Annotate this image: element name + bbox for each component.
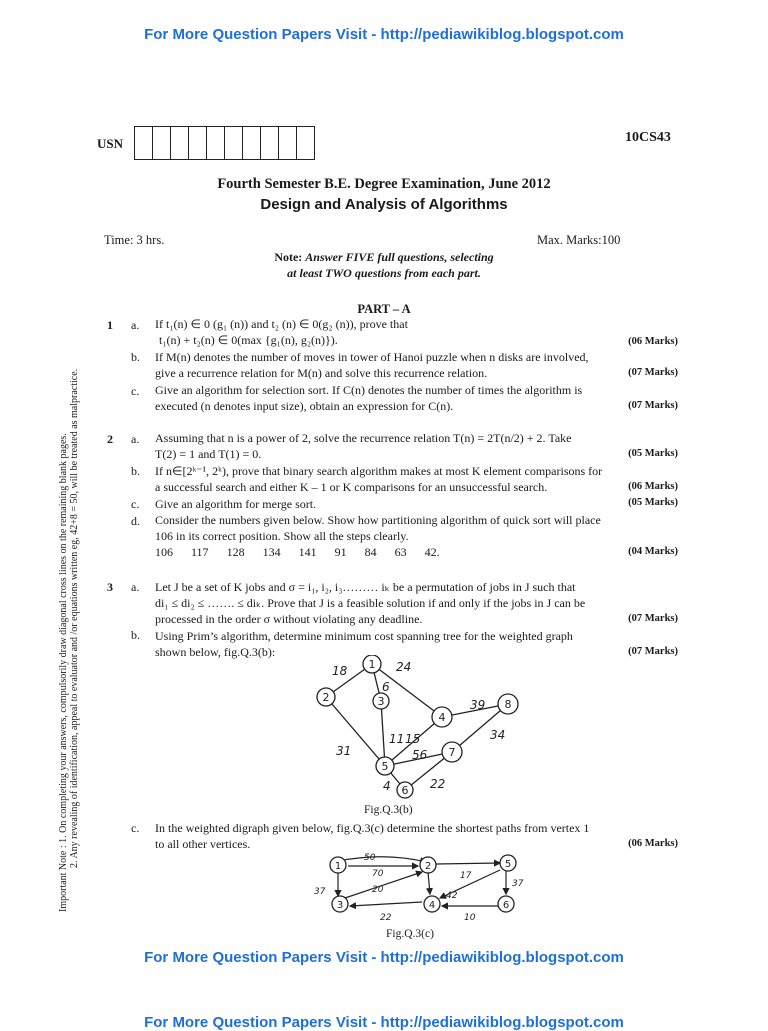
question-text: Consider the numbers given below. Show how partitioning algorithm of quick sort will place 106 in its correct position. Show all the steps clearly. <box>155 513 601 543</box>
question-text: If t₁(n) ∈ 0 (g₁ (n)) and t₂ (n) ∈ 0(g₂ (n)), prove that t₁(n) + t₂(n) ∈ 0(max {g₁(n), g₂(n)}). <box>155 317 408 347</box>
sub-label: a. <box>131 580 140 594</box>
question-text: If n∈[2ᵏ⁻¹, 2ᵏ), prove that binary search algorithm makes at most K element comparisons for a successful search and either K – 1 or K comparisons for an unsuccessful search. <box>155 464 603 494</box>
top-banner-link[interactable]: For More Question Papers Visit - http://pediawikiblog.blogspot.com <box>144 26 624 43</box>
svg-text:70: 70 <box>372 869 384 879</box>
svg-text:2: 2 <box>322 691 330 704</box>
usn-label: USN <box>97 136 124 151</box>
svg-text:2: 2 <box>424 861 432 872</box>
subject-title: Design and Analysis of Algorithms <box>260 196 508 213</box>
svg-text:42: 42 <box>446 891 458 901</box>
marks-label: (07 Marks) <box>628 613 678 624</box>
subject-code: 10CS43 <box>625 130 671 145</box>
exam-time: Time: 3 hrs. <box>104 233 165 247</box>
sub-label: a. <box>131 318 140 332</box>
svg-text:11: 11 <box>389 732 405 746</box>
svg-text:3: 3 <box>336 900 344 911</box>
svg-text:6: 6 <box>382 680 390 694</box>
svg-text:56: 56 <box>412 748 428 762</box>
svg-text:20: 20 <box>372 885 384 895</box>
marks-label: (06 Marks) <box>628 336 678 347</box>
figure-caption: Fig.Q.3(c) <box>386 928 434 940</box>
sub-label: d. <box>131 514 140 528</box>
svg-text:6: 6 <box>502 900 510 911</box>
question-text: Assuming that n is a power of 2, solve the recurrence relation T(n) = 2T(n/2) + 2. Take T(2) = 1 and T(1) = 0. <box>155 431 572 461</box>
side-note-line1: Important Note : 1. On completing your answers, compulsorily draw diagonal cross lines on the remaining blank pages. <box>58 433 69 912</box>
sub-label: a. <box>131 432 140 446</box>
figure-caption: Fig.Q.3(b) <box>364 804 413 816</box>
marks-label: (04 Marks) <box>628 546 678 557</box>
svg-text:34: 34 <box>490 728 506 742</box>
svg-text:1: 1 <box>334 861 342 872</box>
question-text: If M(n) denotes the number of moves in tower of Hanoi puzzle when n disks are involved, give a recurrence relation for M(n) and solve this recurrence relation. <box>155 350 589 380</box>
note-line1: Answer FIVE full questions, selecting <box>305 250 494 264</box>
exam-title: Fourth Semester B.E. Degree Examination, June 2012 <box>217 176 551 192</box>
question-text: Give an algorithm for selection sort. If C(n) denotes the number of times the algorithm is executed (n denotes input size), obtain an expression for C(n). <box>155 383 583 413</box>
svg-text:15: 15 <box>405 732 421 746</box>
marks-label: (06 Marks) <box>628 838 678 849</box>
sub-label: b. <box>131 350 140 364</box>
question-text: In the weighted digraph given below, fig.Q.3(c) determine the shortest paths from vertex 1 to all other vertices. <box>155 821 590 851</box>
side-note-line2: 2. Any revealing of identification, appeal to evaluator and /or equations written eg, 42+8 = 50, will be treated as malpractice. <box>69 368 80 868</box>
graph-q3c <box>300 850 530 928</box>
marks-label: (07 Marks) <box>628 367 678 378</box>
svg-text:3: 3 <box>377 695 385 708</box>
svg-text:8: 8 <box>504 698 512 711</box>
svg-text:5: 5 <box>504 859 512 870</box>
instructions-note <box>0 249 768 281</box>
sub-label: c. <box>131 384 140 398</box>
question-number: 3 <box>107 580 113 594</box>
svg-text:4: 4 <box>438 711 446 724</box>
marks-label: (07 Marks) <box>628 646 678 657</box>
svg-text:17: 17 <box>460 871 472 881</box>
sub-label: b. <box>131 628 140 642</box>
marks-label: (05 Marks) <box>628 497 678 508</box>
svg-text:10: 10 <box>464 913 476 923</box>
graph-q3b <box>300 655 530 805</box>
note-label: Note: <box>274 250 303 264</box>
question-text: Using Prim’s algorithm, determine minimum cost spanning tree for the weighted graph shown below, fig.Q.3(b): <box>155 629 573 659</box>
side-note <box>58 272 80 912</box>
svg-text:24: 24 <box>396 660 412 674</box>
svg-text:31: 31 <box>336 744 352 758</box>
question-number: 2 <box>107 432 113 446</box>
svg-text:18: 18 <box>332 664 348 678</box>
number-list: 106 117 128 134 141 91 84 63 42. <box>155 545 440 559</box>
note-line2: at least TWO questions from each part. <box>287 266 481 280</box>
svg-text:22: 22 <box>380 913 392 923</box>
svg-text:22: 22 <box>430 777 446 791</box>
svg-text:6: 6 <box>401 784 409 797</box>
marks-label: (05 Marks) <box>628 448 678 459</box>
svg-text:37: 37 <box>512 879 524 889</box>
sub-label: c. <box>131 821 140 835</box>
question-text: Let J be a set of K jobs and σ = i₁, i₂, i₃……… iₖ be a permutation of jobs in J such that di₁ ≤ di₂ ≤ ……. ≤ diₖ. Prove that J is a feasible solution if and only if the jobs in J can be processed in the order σ without violating any deadline. <box>155 580 586 626</box>
marks-label: (07 Marks) <box>628 400 678 411</box>
svg-text:4: 4 <box>428 900 436 911</box>
svg-text:7: 7 <box>448 746 456 759</box>
max-marks: Max. Marks:100 <box>537 233 621 247</box>
bottom-banner-link[interactable]: For More Question Papers Visit - http://pediawikiblog.blogspot.com <box>144 949 624 966</box>
question-text: Give an algorithm for merge sort. <box>155 497 317 511</box>
marks-label: (06 Marks) <box>628 481 678 492</box>
question-number: 1 <box>107 318 113 332</box>
svg-text:37: 37 <box>314 887 326 897</box>
sub-label: b. <box>131 464 140 478</box>
svg-text:50: 50 <box>364 853 376 863</box>
svg-text:1: 1 <box>368 658 376 671</box>
svg-text:39: 39 <box>470 698 486 712</box>
sub-label: c. <box>131 497 140 511</box>
part-heading: PART – A <box>357 302 411 316</box>
usn-boxes <box>134 126 315 160</box>
svg-text:4: 4 <box>383 779 391 793</box>
svg-text:5: 5 <box>381 760 389 773</box>
cut-banner-link[interactable]: For More Question Papers Visit - http://pediawikiblog.blogspot.com <box>144 1014 624 1031</box>
